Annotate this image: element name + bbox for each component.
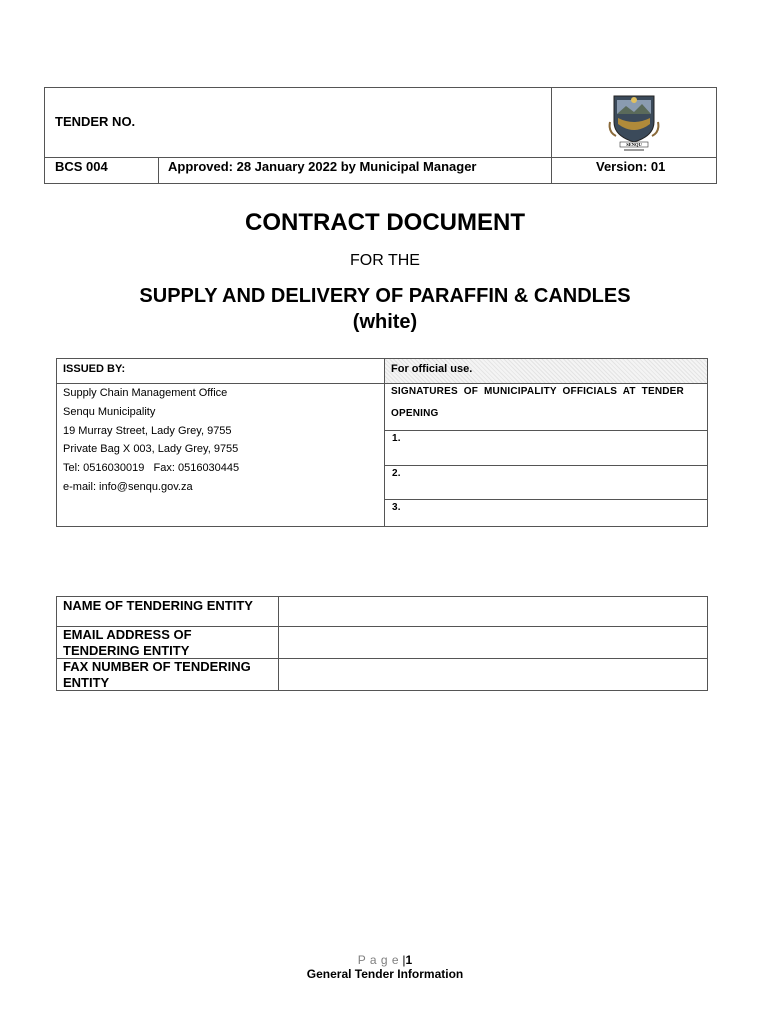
municipality-logo-icon bbox=[604, 92, 664, 154]
issued-by-header-row bbox=[56, 358, 708, 384]
tender-no-label: TENDER NO. bbox=[55, 114, 136, 129]
entity-name-field[interactable] bbox=[280, 598, 706, 625]
entity-column-divider bbox=[278, 596, 279, 691]
signatures-heading-cont: OPENING bbox=[391, 408, 439, 419]
email-address: e-mail: info@senqu.gov.za bbox=[63, 481, 193, 493]
address-line-4: Private Bag X 003, Lady Grey, 9755 bbox=[63, 443, 239, 455]
entity-fax-label: FAX NUMBER OF TENDERING bbox=[63, 659, 251, 674]
document-title: CONTRACT DOCUMENT bbox=[245, 209, 525, 236]
signature-row-divider-1 bbox=[384, 430, 708, 431]
address-line-2: Senqu Municipality bbox=[63, 406, 156, 418]
for-the-text: FOR THE bbox=[350, 252, 420, 269]
address-line-1: Supply Chain Management Office bbox=[63, 387, 228, 399]
address-line-3: 19 Murray Street, Lady Grey, 9755 bbox=[63, 425, 232, 437]
tender-code: BCS 004 bbox=[55, 159, 108, 174]
header-column-divider-2 bbox=[158, 157, 159, 184]
svg-text:SENQU: SENQU bbox=[626, 142, 642, 147]
page-number: 1 bbox=[405, 953, 413, 967]
contact-numbers: Tel: 0516030019 Fax: 0516030445 bbox=[63, 462, 240, 474]
signature-slot-3[interactable]: 3. bbox=[392, 502, 401, 513]
footer-section-title: General Tender Information bbox=[306, 967, 464, 981]
subject-line-2: (white) bbox=[352, 311, 418, 333]
header-column-divider bbox=[551, 87, 552, 184]
entity-fax-label-cont: ENTITY bbox=[63, 675, 110, 690]
page-footer bbox=[0, 953, 770, 967]
issued-by-column-divider bbox=[384, 358, 385, 527]
entity-email-label: EMAIL ADDRESS OF bbox=[63, 627, 192, 642]
header-divider bbox=[44, 157, 717, 158]
signature-slot-2[interactable]: 2. bbox=[392, 468, 401, 479]
signatures-heading: SIGNATURES OF MUNICIPALITY OFFICIALS AT TENDER bbox=[391, 386, 684, 397]
signature-row-divider-2 bbox=[384, 465, 708, 466]
official-use-label: For official use. bbox=[391, 363, 473, 375]
entity-name-label: NAME OF TENDERING ENTITY bbox=[63, 598, 253, 613]
entity-email-field[interactable] bbox=[280, 628, 706, 657]
version-text: Version: 01 bbox=[596, 159, 666, 174]
page-word: P a g e bbox=[357, 953, 400, 967]
entity-fax-field[interactable] bbox=[280, 660, 706, 690]
entity-email-label-cont: TENDERING ENTITY bbox=[63, 643, 190, 658]
approval-text: Approved: 28 January 2022 by Municipal Manager bbox=[168, 159, 477, 174]
signature-slot-1[interactable]: 1. bbox=[392, 433, 401, 444]
page-separator: | bbox=[402, 953, 406, 967]
subject-line-1: SUPPLY AND DELIVERY OF PARAFFIN & CANDLES bbox=[139, 285, 631, 307]
signature-row-divider-3 bbox=[384, 499, 708, 500]
issued-by-label: ISSUED BY: bbox=[63, 363, 126, 375]
